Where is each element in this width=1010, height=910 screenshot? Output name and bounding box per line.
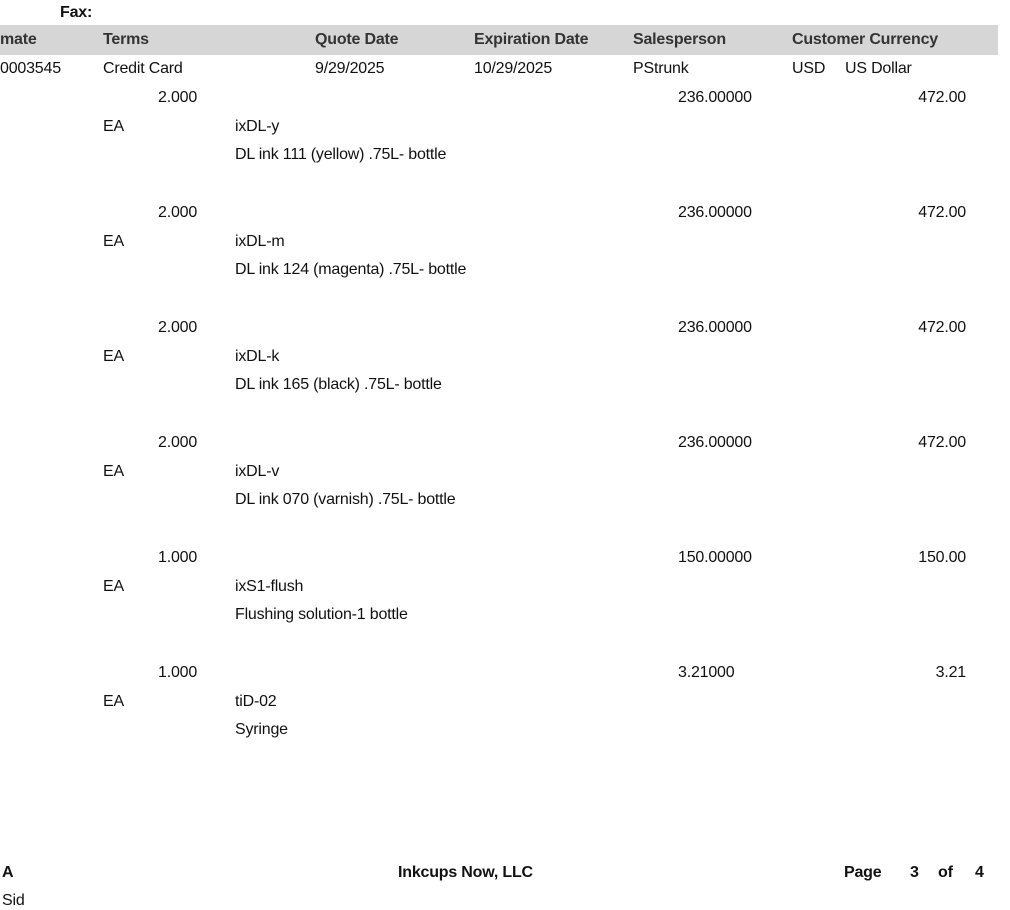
expiration-date-value: 10/29/2025 [474, 60, 553, 77]
line-item-total: 150.00 [918, 549, 966, 566]
line-item-uom: EA [103, 233, 124, 250]
footer-of-label: of [938, 864, 953, 881]
line-item-part: ixDL-v [235, 463, 280, 480]
line-item-qty: 2.000 [158, 434, 198, 451]
line-item-description: DL ink 124 (magenta) .75L- bottle [235, 261, 467, 278]
line-item-unit-price: 150.00000 [678, 549, 752, 566]
line-item [0, 345, 1010, 508]
line-item-description: DL ink 070 (varnish) .75L- bottle [235, 491, 456, 508]
footer-left-text: A [2, 864, 14, 881]
line-item-description: Syringe [235, 721, 288, 738]
terms-header: Terms [103, 31, 149, 48]
line-item-unit-price: 236.00000 [678, 434, 752, 451]
footer-total-pages: 4 [975, 864, 984, 881]
line-item-total: 472.00 [918, 89, 966, 106]
line-item-total: 3.21 [935, 664, 966, 681]
currency-name-value: US Dollar [845, 60, 912, 77]
line-item-qty: 2.000 [158, 89, 198, 106]
quote-date-header: Quote Date [315, 31, 399, 48]
line-item-uom: EA [103, 348, 124, 365]
line-item-description: Flushing solution-1 bottle [235, 606, 408, 623]
currency-code-value: USD [792, 60, 826, 77]
expiration-date-header: Expiration Date [474, 31, 589, 48]
line-item [0, 230, 1010, 393]
line-item-total: 472.00 [918, 204, 966, 221]
customer-currency-header: Customer Currency [792, 31, 938, 48]
line-item-unit-price: 236.00000 [678, 319, 752, 336]
line-item-qty: 1.000 [158, 549, 198, 566]
line-item-total: 472.00 [918, 434, 966, 451]
footer-cut-text: Sid [2, 892, 25, 909]
line-item-qty: 2.000 [158, 204, 198, 221]
line-item [0, 0, 1010, 163]
line-item-uom: EA [103, 118, 124, 135]
line-item-qty: 1.000 [158, 664, 198, 681]
line-item-description: DL ink 111 (yellow) .75L- bottle [235, 146, 447, 163]
line-item [0, 575, 1010, 738]
terms-value: Credit Card [103, 60, 183, 77]
estimate-value: 0003545 [0, 60, 61, 77]
line-item-part: ixDL-m [235, 233, 285, 250]
quote-date-value: 9/29/2025 [315, 60, 385, 77]
line-item-unit-price: 236.00000 [678, 89, 752, 106]
line-item-part: tiD-02 [235, 693, 277, 710]
footer-company-name: Inkcups Now, LLC [398, 864, 533, 881]
line-item-part: ixDL-y [235, 118, 280, 135]
footer-page-number: 3 [910, 864, 919, 881]
line-item-unit-price: 3.21000 [678, 664, 735, 681]
footer-page-label: Page [844, 864, 882, 881]
line-item-qty: 2.000 [158, 319, 198, 336]
line-item [0, 460, 1010, 623]
line-item [0, 115, 1010, 278]
salesperson-value: PStrunk [633, 60, 689, 77]
fax-label: Fax: [60, 4, 93, 21]
line-item-total: 472.00 [918, 319, 966, 336]
line-item-part: ixDL-k [235, 348, 280, 365]
line-item-uom: EA [103, 578, 124, 595]
line-item-uom: EA [103, 463, 124, 480]
estimate-header: mate [0, 31, 37, 48]
line-item-part: ixS1-flush [235, 578, 304, 595]
salesperson-header: Salesperson [633, 31, 726, 48]
line-item-unit-price: 236.00000 [678, 204, 752, 221]
line-item-description: DL ink 165 (black) .75L- bottle [235, 376, 442, 393]
line-item-uom: EA [103, 693, 124, 710]
